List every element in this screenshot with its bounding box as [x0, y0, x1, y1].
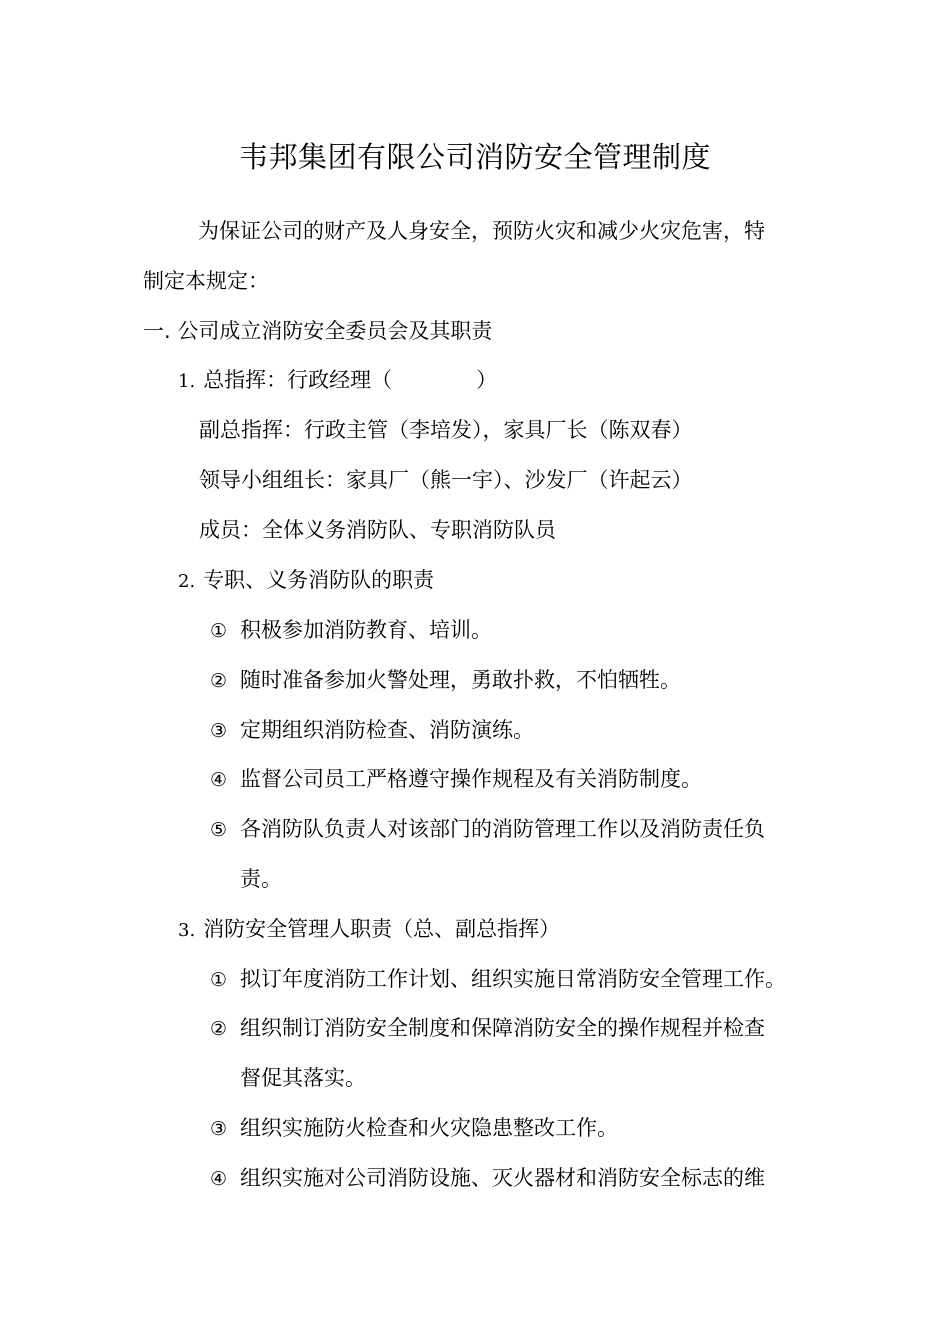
- list-item-text: 组织实施对公司消防设施、灭火器材和消防安全标志的维: [240, 1166, 765, 1190]
- item-1-text: 总指挥：行政经理（ ）: [203, 368, 498, 392]
- list-marker: ①: [210, 969, 228, 991]
- item-3-number: 3.: [178, 920, 196, 941]
- item-2: [178, 564, 434, 598]
- list-item-text: 积极参加消防教育、培训。: [240, 618, 492, 642]
- item-1-number: 1.: [178, 371, 196, 392]
- list-marker: ①: [210, 620, 228, 642]
- item-2-number: 2.: [178, 571, 196, 592]
- item-3: [178, 913, 560, 947]
- intro-line-1: 为保证公司的财产及人身安全，预防火灾和减少火灾危害，特: [198, 219, 765, 243]
- list-item-text: 定期组织消防检查、消防演练。: [240, 718, 534, 742]
- list-item-text: 组织实施防火检查和火灾隐患整改工作。: [240, 1116, 618, 1140]
- document-title: 韦邦集团有限公司消防安全管理制度: [238, 140, 711, 174]
- members: 成员：全体义务消防队、专职消防队员: [199, 518, 556, 542]
- list-item: [210, 1012, 765, 1045]
- list-item: [210, 714, 534, 747]
- deputy-commander: 副总指挥：行政主管（李培发），家具厂长（陈双春）: [199, 418, 693, 442]
- list-marker: ④: [210, 1168, 228, 1190]
- list-item-text: 各消防队负责人对该部门的消防管理工作以及消防责任负: [240, 817, 765, 841]
- list-item: [210, 763, 702, 796]
- list-item-text: 组织制订消防安全制度和保障消防安全的操作规程并检查: [240, 1016, 765, 1040]
- list-marker: ③: [210, 720, 228, 742]
- item-1: [178, 364, 497, 398]
- list-marker: ②: [210, 1018, 228, 1040]
- list-item-text: 随时准备参加火警处理，勇敢扑救，不怕牺牲。: [240, 668, 681, 692]
- list-item-continuation: 责。: [240, 867, 282, 891]
- item-3-text: 消防安全管理人职责（总、副总指挥）: [203, 917, 561, 941]
- intro-line-2: 制定本规定：: [143, 269, 269, 293]
- list-marker: ②: [210, 670, 228, 692]
- list-item: [210, 963, 786, 996]
- list-item: [210, 664, 681, 697]
- list-item: [210, 614, 492, 647]
- leader-group: 领导小组组长：家具厂（熊一宇）、沙发厂（许起云）: [199, 468, 693, 492]
- list-item-text: 监督公司员工严格遵守操作规程及有关消防制度。: [240, 767, 702, 791]
- list-marker: ③: [210, 1118, 228, 1140]
- list-item: [210, 1162, 765, 1195]
- list-marker: ④: [210, 769, 228, 791]
- list-item: [210, 813, 765, 846]
- list-item-text: 拟订年度消防工作计划、组织实施日常消防安全管理工作。: [240, 967, 786, 991]
- list-item: [210, 1112, 618, 1145]
- list-marker: ⑤: [210, 819, 228, 841]
- section-1-heading: 一. 公司成立消防安全委员会及其职责: [143, 319, 493, 343]
- item-2-text: 专职、义务消防队的职责: [203, 568, 435, 592]
- list-item-continuation: 督促其落实。: [240, 1066, 366, 1090]
